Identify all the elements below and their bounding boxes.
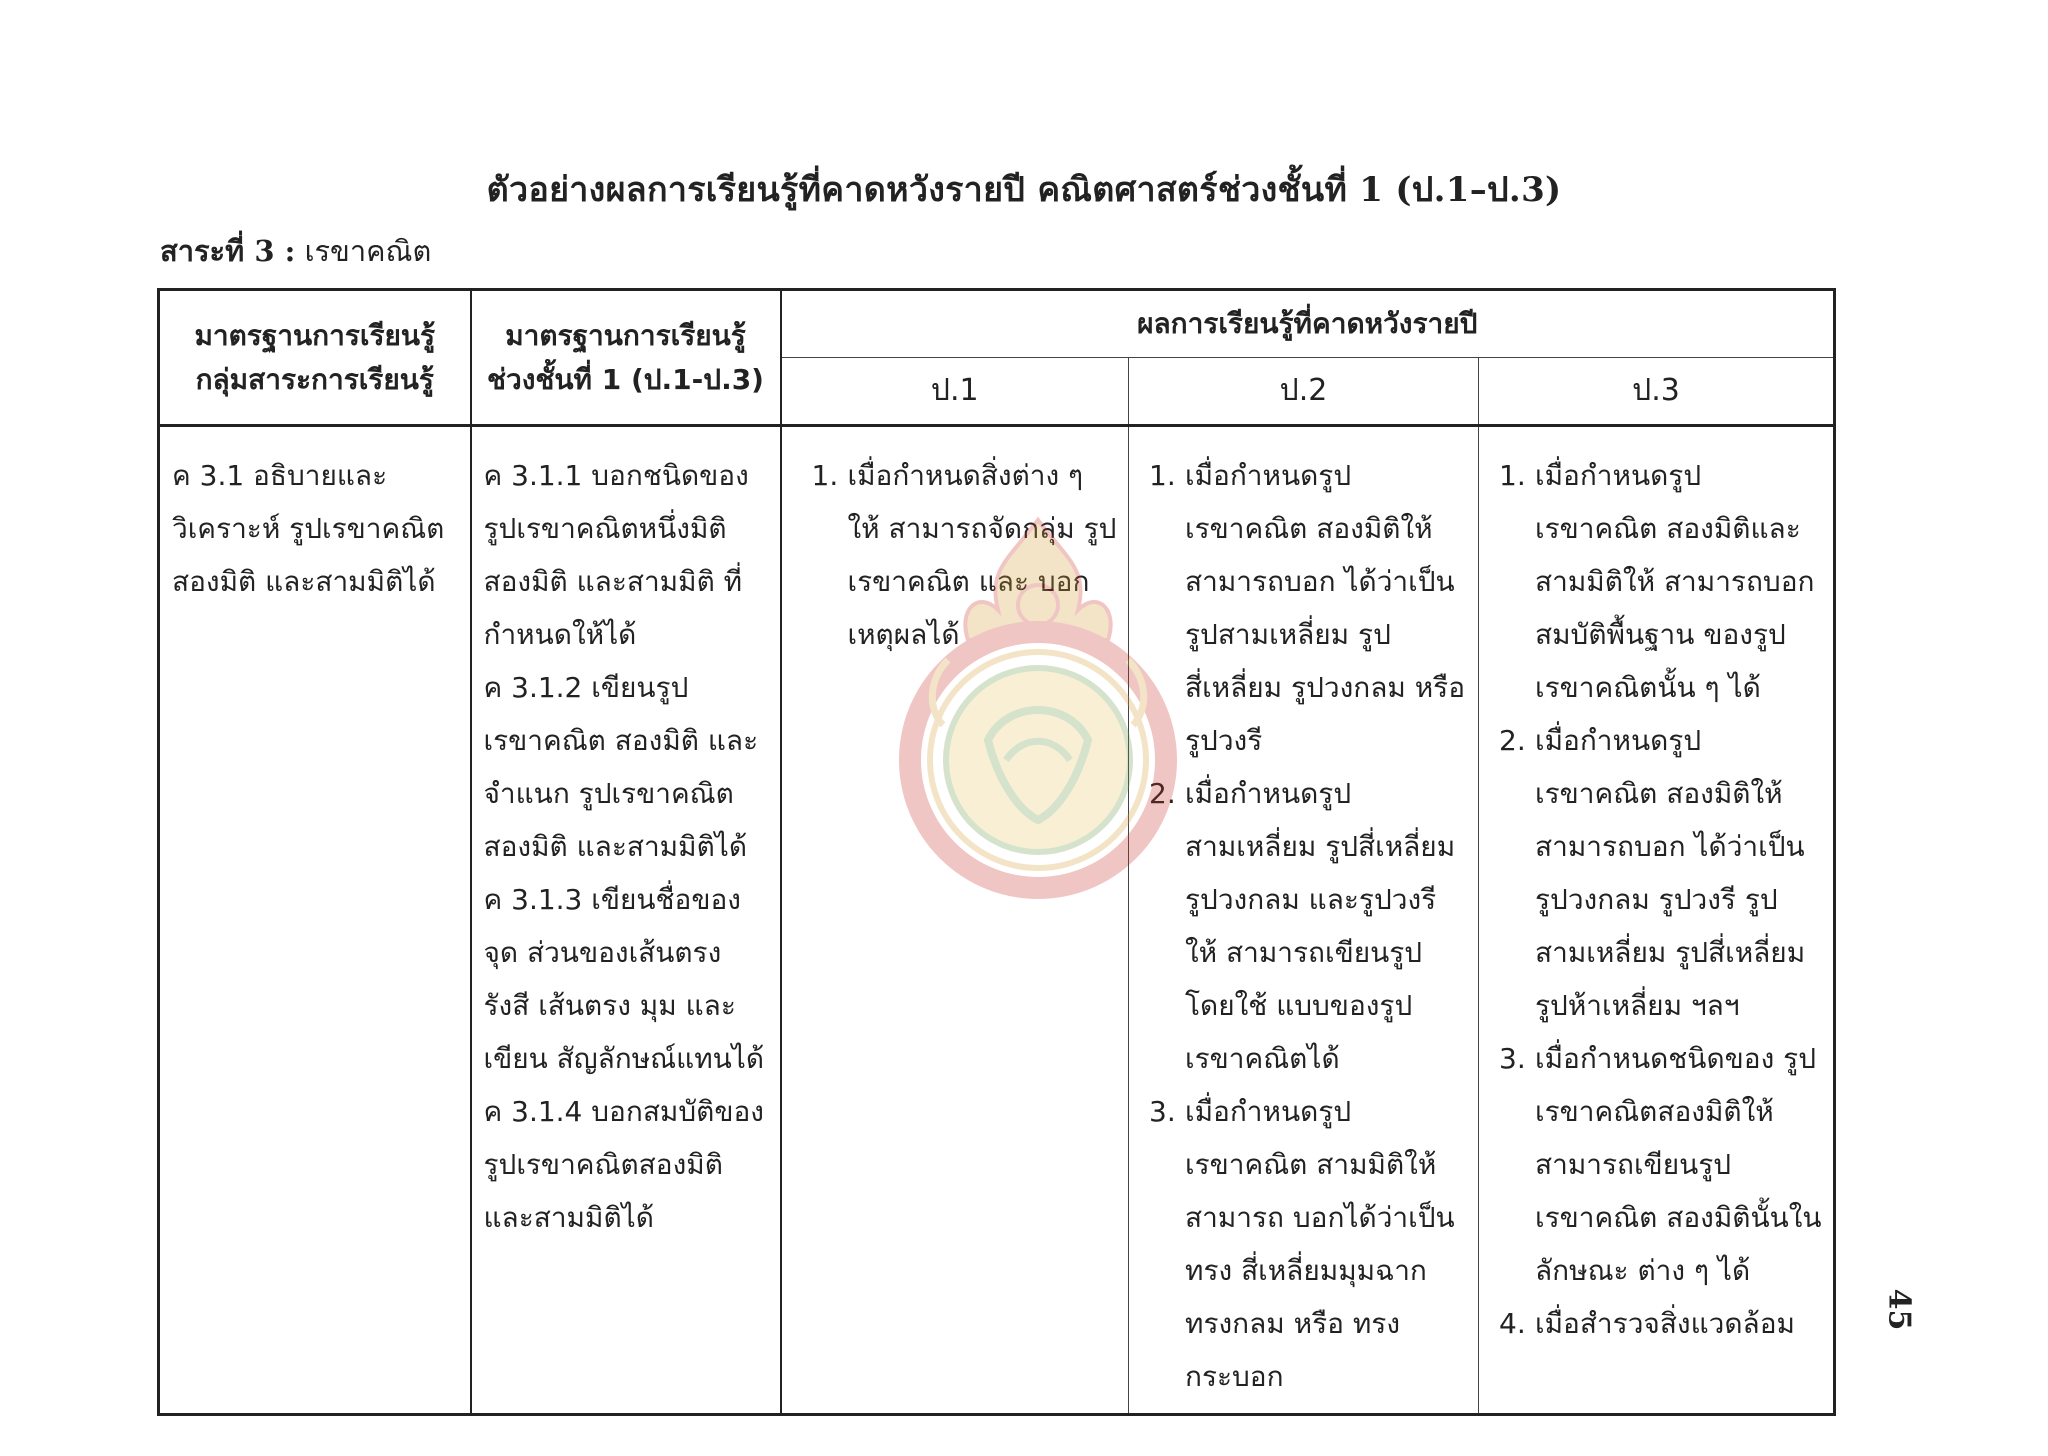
header-grade-p2: ป.2 bbox=[1129, 358, 1479, 426]
list-item: 3. เมื่อกำหนดรูปเรขาคณิต สามมิติให้ สามารถ บอกได้ว่าเป็นทรง สี่เหลี่ยมมุมฉาก ทรงกลม หรือ ทรงกระบอก bbox=[1149, 1095, 1455, 1393]
cell-standard-group: ค 3.1 อธิบายและวิเคราะห์ รูปเรขาคณิตสองมิติ และสามมิติได้ bbox=[159, 426, 471, 1415]
table-row bbox=[159, 426, 1835, 1415]
list-item: 1. เมื่อกำหนดรูปเรขาคณิต สองมิติและสามมิติให้ สามารถบอกสมบัติพื้นฐาน ของรูปเรขาคณิตนั้น ๆ ได้ bbox=[1499, 459, 1815, 704]
cell-outcomes-p2 bbox=[1129, 426, 1479, 1415]
page-title: ตัวอย่างผลการเรียนรู้ที่คาดหวังรายปี คณิตศาสตร์ช่วงชั้นที่ 1 (ป.1–ป.3) bbox=[486, 170, 1562, 210]
header-grade-p1: ป.1 bbox=[781, 358, 1129, 426]
list-item: ค 3.1.3 เขียนชื่อของจุด ส่วนของเส้นตรง รังสี เส้นตรง มุม และเขียน สัญลักษณ์แทนได้ bbox=[483, 883, 765, 1075]
list-item: ค 3.1.2 เขียนรูปเรขาคณิต สองมิติ และจำแนก รูปเรขาคณิตสองมิติ และสามมิติได้ bbox=[483, 671, 759, 863]
subject-line bbox=[160, 228, 431, 274]
page-number: 45 bbox=[1881, 1288, 1917, 1331]
cell-outcomes-p3 bbox=[1479, 426, 1835, 1415]
subject-name: เรขาคณิต bbox=[304, 234, 432, 268]
list-item: 1. เมื่อกำหนดรูปเรขาคณิต สองมิติให้ สามารถบอก ได้ว่าเป็นรูปสามเหลี่ยม รูปสี่เหลี่ยม รูปวงกลม หรือรูปวงรี bbox=[1149, 459, 1466, 757]
cell-outcomes-p1 bbox=[781, 426, 1129, 1415]
cell-standard-level bbox=[471, 426, 781, 1415]
header-standard-level: มาตรฐานการเรียนรู้ ช่วงชั้นที่ 1 (ป.1-ป.3) bbox=[471, 290, 781, 426]
list-item: 3. เมื่อกำหนดชนิดของ รูปเรขาคณิตสองมิติให้ สามารถเขียนรูปเรขาคณิต สองมิตินั้นในลักษณะ ต่าง ๆ ได้ bbox=[1499, 1042, 1822, 1287]
list-item: ค 3.1.4 บอกสมบัติของ รูปเรขาคณิตสองมิติ และสามมิติได้ bbox=[483, 1095, 764, 1234]
header-grade-p3: ป.3 bbox=[1479, 358, 1835, 426]
header-standard-group: มาตรฐานการเรียนรู้ กลุ่มสาระการเรียนรู้ bbox=[159, 290, 471, 426]
header-expected-outcomes: ผลการเรียนรู้ที่คาดหวังรายปี bbox=[781, 290, 1835, 358]
expected-outcomes-table bbox=[157, 288, 1836, 1416]
list-item: 4. เมื่อสำรวจสิ่งแวดล้อม bbox=[1499, 1307, 1795, 1340]
subject-label: สาระที่ 3 : bbox=[160, 234, 296, 268]
list-item: 1. เมื่อกำหนดสิ่งต่าง ๆ ให้ สามารถจัดกลุ่ม รูปเรขาคณิต และ บอกเหตุผลได้ bbox=[811, 459, 1117, 651]
list-item: 2. เมื่อกำหนดรูปเรขาคณิต สองมิติให้ สามารถบอก ได้ว่าเป็นรูปวงกลม รูปวงรี รูปสามเหลี่ยม รูปสี่เหลี่ยม รูปห้าเหลี่ยม ฯลฯ bbox=[1499, 724, 1806, 1022]
list-item: ค 3.1.1 บอกชนิดของ รูปเรขาคณิตหนึ่งมิติ สองมิติ และสามมิติ ที่กำหนดให้ได้ bbox=[483, 459, 749, 651]
list-item: 2. เมื่อกำหนดรูป สามเหลี่ยม รูปสี่เหลี่ยม รูปวงกลม และรูปวงรีให้ สามารถเขียนรูปโดยใช้ แบบของรูปเรขาคณิตได้ bbox=[1149, 777, 1456, 1075]
